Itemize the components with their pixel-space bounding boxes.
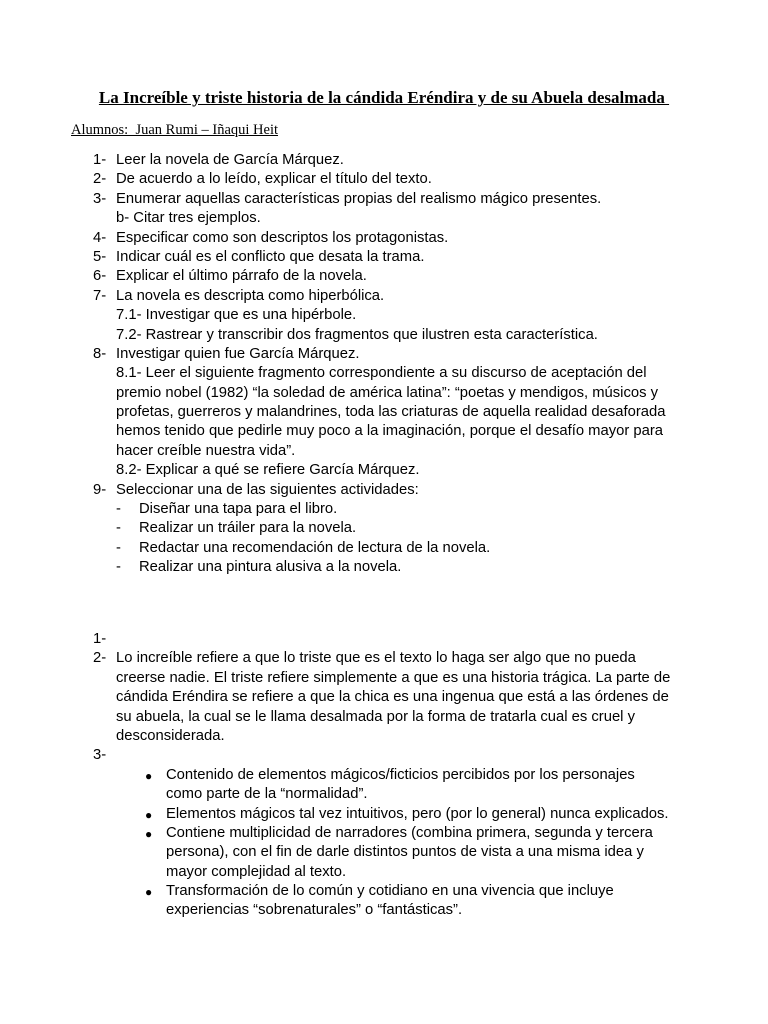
question-text: Indicar cuál es el conflicto que desata la trama. (116, 248, 425, 265)
answer-line (0, 708, 768, 727)
activity-option (0, 500, 768, 519)
answer-number: 3- (93, 747, 107, 764)
question-subitem (0, 384, 768, 403)
document-title: La Increíble y triste historia de la cándida Eréndira y de su Abuela desalmada (98, 88, 670, 107)
answer-number: 1- (93, 631, 107, 647)
bullet-text: Contiene multiplicidad de narradores (combina primera, segunda y tercera (166, 824, 653, 841)
answer-number: 2- (93, 650, 107, 667)
question-item (0, 229, 768, 248)
question-item (0, 151, 768, 170)
question-subitem (0, 306, 768, 325)
bullet-text: experiencias “sobrenaturales” o “fantásticas”. (166, 902, 463, 919)
question-subitem (0, 364, 768, 383)
bullet-text: Elementos mágicos tal vez intuitivos, pero (por lo general) nunca explicados. (166, 805, 669, 822)
dash-marker: - (116, 520, 121, 537)
answer-text: su abuela, la cual se le llama desalmada por la forma de tratarla cual es cruel y (116, 708, 635, 725)
question-item (0, 190, 768, 209)
bullet-item (0, 882, 768, 901)
answer-text: cándida Eréndira se refiere a que la chica es una ingenua que está a las órdenes de (116, 689, 669, 706)
bullet-text: mayor complejidad al texto. (166, 863, 347, 880)
question-subtext: 7.1- Investigar que es una hipérbole. (116, 307, 357, 324)
question-number: 4- (93, 229, 107, 246)
answer-item (0, 649, 768, 668)
answer-text: desconsiderada. (116, 727, 225, 744)
question-number: 5- (93, 248, 107, 265)
bullet-line (0, 901, 768, 920)
bullet-item (0, 824, 768, 843)
question-text: Seleccionar una de las siguientes actividades: (116, 481, 419, 498)
question-subitem (0, 442, 768, 461)
bullet-line (0, 843, 768, 862)
question-text: La novela es descripta como hiperbólica. (116, 287, 385, 304)
bullet-icon: ● (145, 826, 153, 841)
question-item (0, 287, 768, 306)
question-item (0, 345, 768, 364)
question-number: 2- (93, 171, 107, 188)
answer-text: Lo increíble refiere a que lo triste que es el texto lo haga ser algo que no pueda (116, 650, 636, 667)
question-text: De acuerdo a lo leído, explicar el título del texto. (116, 171, 432, 188)
question-subitem (0, 209, 768, 228)
question-text: Explicar el último párrafo de la novela. (116, 268, 367, 285)
bullet-line (0, 785, 768, 804)
answers-list (0, 630, 768, 921)
question-item (0, 267, 768, 286)
question-number: 7- (93, 287, 107, 304)
bullet-text: persona), con el fin de darle distintos puntos de vista a una misma idea y (166, 844, 644, 861)
question-subitem (0, 461, 768, 480)
question-number: 8- (93, 345, 107, 362)
bullet-line (0, 863, 768, 882)
answer-text: creerse nadie. El triste refiere simplemente a que es una historia trágica. La parte de (116, 669, 671, 686)
question-subitem (0, 422, 768, 441)
quote-line: premio nobel (1982) “la soledad de américa latina”: “poetas y mendigos, músicos y (116, 384, 659, 401)
quote-line: hacer creíble nuestra vida”. (116, 442, 296, 459)
bullet-text: Contenido de elementos mágicos/ficticios percibidos por los personajes (166, 766, 635, 783)
bullet-icon: ● (145, 807, 153, 822)
question-item (0, 248, 768, 267)
activity-text: Realizar una pintura alusiva a la novela. (139, 559, 402, 576)
bullet-item (0, 766, 768, 785)
bullet-icon: ● (145, 885, 153, 900)
question-subtext: 7.2- Rastrear y transcribir dos fragmentos que ilustren esta característica. (116, 326, 598, 343)
question-number: 9- (93, 481, 107, 498)
answer-item (0, 746, 768, 765)
question-subtext: 8.2- Explicar a qué se refiere García Márquez. (116, 462, 420, 479)
bullet-text: como parte de la “normalidad”. (166, 786, 368, 803)
activity-option (0, 519, 768, 538)
activity-option (0, 558, 768, 577)
question-subitem (0, 326, 768, 345)
question-subitem (0, 403, 768, 422)
quote-line: 8.1- Leer el siguiente fragmento correspondiente a su discurso de aceptación del (116, 365, 647, 382)
question-item (0, 481, 768, 500)
dash-marker: - (116, 559, 121, 576)
question-text: Leer la novela de García Márquez. (116, 152, 344, 168)
quote-line: profetas, guerreros y malandrines, toda las criaturas de aquella realidad desaforada (116, 404, 666, 421)
question-number: 6- (93, 268, 107, 285)
question-item (0, 170, 768, 189)
question-subtext: b- Citar tres ejemplos. (116, 210, 261, 227)
question-text: Enumerar aquellas características propias del realismo mágico presentes. (116, 190, 602, 207)
question-text: Especificar como son descriptos los protagonistas. (116, 229, 449, 246)
bullet-icon: ● (145, 768, 153, 783)
activity-text: Realizar un tráiler para la novela. (139, 520, 357, 537)
question-text: Investigar quien fue García Márquez. (116, 345, 360, 362)
answer-line (0, 688, 768, 707)
answer-item (0, 630, 768, 649)
questions-list (0, 151, 768, 578)
answer-line (0, 669, 768, 688)
question-number: 1- (93, 152, 107, 168)
dash-marker: - (116, 539, 121, 556)
bullet-text: Transformación de lo común y cotidiano en una vivencia que incluye (166, 883, 614, 900)
activity-option (0, 539, 768, 558)
dash-marker: - (116, 501, 121, 518)
quote-line: hemos tenido que pedirle muy poco a la imaginación, porque el desafío mayor para (116, 423, 663, 440)
students-line: Alumnos: Juan Rumi – Iñaqui Heit (71, 122, 279, 138)
activity-text: Redactar una recomendación de lectura de la novela. (139, 539, 491, 556)
question-number: 3- (93, 190, 107, 207)
activity-text: Diseñar una tapa para el libro. (139, 501, 338, 518)
bullet-item (0, 805, 768, 824)
answer-line (0, 727, 768, 746)
